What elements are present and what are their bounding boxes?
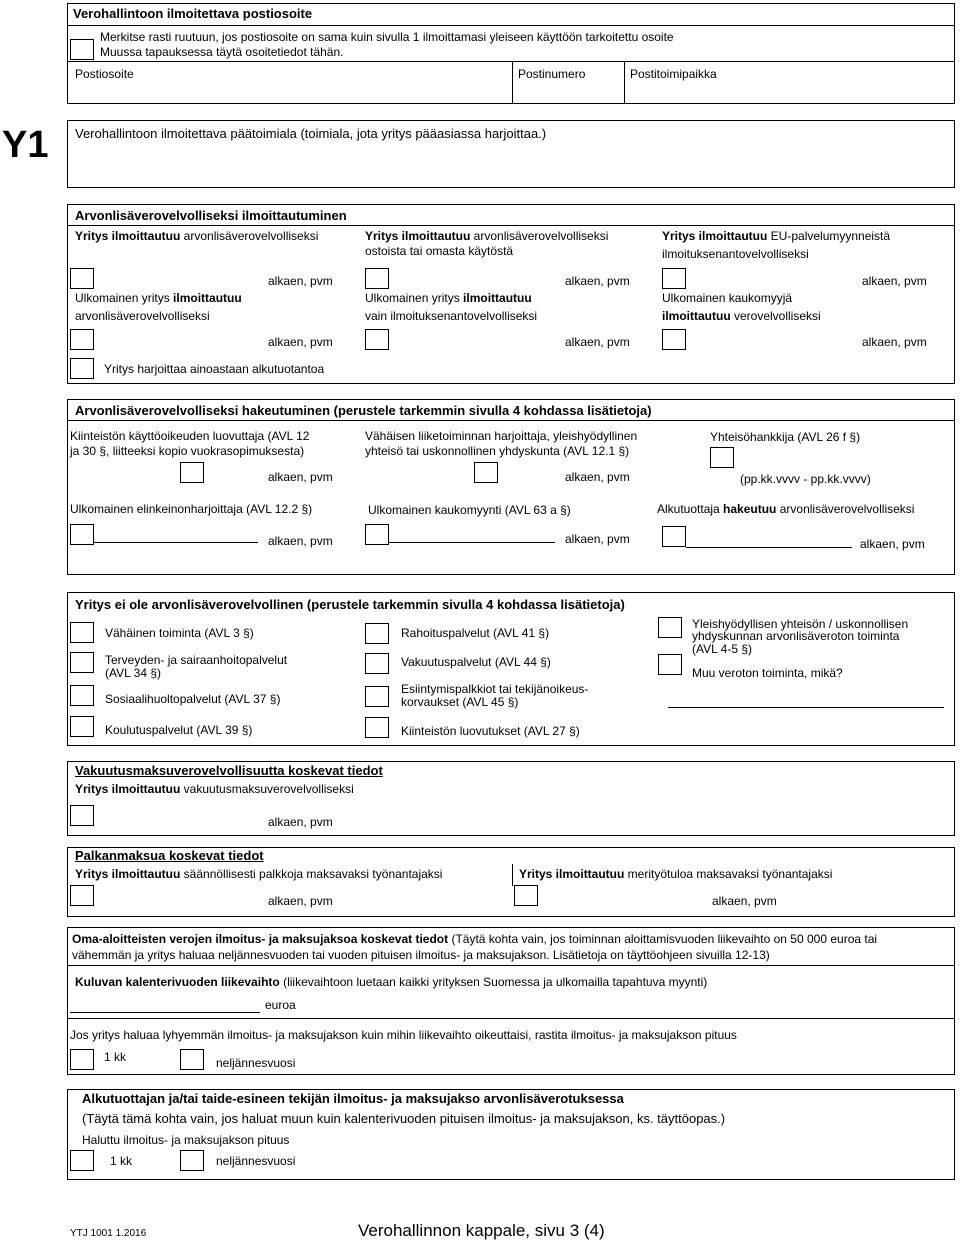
text: (liikevaihtoon luetaan kaikki yrityksen Suomessa ja ulkomailla tapahtuva myynti): [279, 975, 708, 989]
divider: [512, 61, 513, 104]
date-line[interactable]: [389, 542, 555, 543]
education-services-checkbox[interactable]: [70, 716, 94, 737]
postal-address-input[interactable]: [70, 82, 510, 102]
text: Alkutuottaja: [657, 502, 724, 516]
producer-period-description: (Täytä tämä kohta vain, jos haluat muun kuin kalenterivuoden pituisen ilmoitus- ja maksujakson, ks. täyttöopas.): [82, 1111, 726, 1126]
vat-registration-title: Arvonlisäverovelvolliseksi ilmoittautuminen: [75, 208, 347, 223]
post-office-input[interactable]: [626, 82, 952, 102]
start-date-label: alkaen, pvm: [712, 894, 777, 908]
other-exempt-input[interactable]: [668, 707, 944, 708]
other-exempt-checkbox[interactable]: [658, 654, 682, 675]
same-address-checkbox[interactable]: [70, 39, 94, 60]
turnover-input[interactable]: [70, 1012, 260, 1013]
health-services-checkbox[interactable]: [70, 652, 94, 673]
property-lessor-label: Kiinteistön käyttöoikeuden luovuttaja (AVL 12: [70, 429, 310, 443]
bold-text: ilmoittautuu: [662, 309, 731, 323]
divider: [67, 61, 955, 62]
education-services-label: Koulutuspalvelut (AVL 39 §): [105, 723, 253, 737]
insurance-services-label: Vakuutuspalvelut (AVL 44 §): [401, 655, 551, 669]
performance-fees-label: Esiintymispalkkiot tai tekijänoikeus-: [401, 682, 589, 696]
foreign-vat-checkbox[interactable]: [70, 329, 94, 350]
producer-quarter-label: neljännesvuosi: [216, 1154, 296, 1168]
foreign-reporting-checkbox[interactable]: [365, 329, 389, 350]
property-lessor-checkbox[interactable]: [180, 462, 204, 483]
text: vakuutusmaksuverovelvolliseksi: [180, 782, 354, 796]
minor-business-label: Vähäisen liiketoiminnan harjoittaja, yleishyödyllinen: [365, 429, 638, 443]
foreign-reporting-label: [365, 291, 532, 305]
vat-registration-col2-subtitle: ostoista tai omasta käytöstä: [365, 244, 514, 258]
turnover-label: [75, 975, 707, 989]
non-profit-checkbox[interactable]: [658, 617, 682, 638]
shorter-period-label: Jos yritys haluaa lyhyemmän ilmoitus- ja maksujakson kuin mihin liikevaihto oikeuttaisi, rastita ilmoitus- ja maksujakson pituus: [70, 1028, 737, 1042]
non-profit-label-3: (AVL 4-5 §): [692, 642, 753, 656]
text: säännöllisesti palkkoja maksavaksi työnantajaksi: [180, 867, 443, 881]
minor-activity-label: Vähäinen toiminta (AVL 3 §): [105, 626, 254, 640]
text: EU-palvelumyynneistä: [767, 229, 891, 243]
period-1-month-checkbox[interactable]: [70, 1049, 94, 1070]
community-acquirer-checkbox[interactable]: [710, 447, 734, 468]
section-code-label: Y1: [2, 124, 49, 166]
insurance-services-checkbox[interactable]: [365, 653, 389, 674]
insurance-tax-title: Vakuutusmaksuverovelvollisuutta koskevat tiedot: [75, 763, 383, 778]
health-services-label-2: (AVL 34 §): [105, 666, 162, 680]
vat-registration-col2-title: [365, 229, 608, 243]
start-date-label: alkaen, pvm: [565, 335, 630, 349]
vat-purchases-checkbox[interactable]: [365, 268, 389, 289]
reporting-period-title: [72, 932, 877, 946]
postal-code-label: Postinumero: [518, 67, 586, 81]
voluntary-vat-title: Arvonlisäverovelvolliseksi hakeutuminen (perustele tarkemmin sivulla 4 kohdassa lisätietoja): [75, 403, 652, 418]
foreign-reporting-label-2: vain ilmoituksenantovelvolliseksi: [365, 309, 538, 323]
period-quarter-label: neljännesvuosi: [216, 1056, 296, 1070]
financial-services-checkbox[interactable]: [365, 623, 389, 644]
producer-period-title: Alkutuottajan ja/tai taide-esineen tekijän ilmoitus- ja maksujakso arvonlisäverotuksessa: [82, 1091, 624, 1106]
start-date-label: alkaen, pvm: [268, 894, 333, 908]
postal-address-title: Verohallintoon ilmoitettava postiosoite: [73, 6, 313, 21]
divider: [67, 1018, 955, 1019]
start-date-label: alkaen, pvm: [565, 532, 630, 546]
vat-registration-col1-title: [75, 229, 318, 243]
producer-quarter-checkbox[interactable]: [180, 1150, 204, 1171]
text: Ulkomainen yritys: [75, 291, 174, 305]
social-services-checkbox[interactable]: [70, 685, 94, 706]
form-code: YTJ 1001 1.2016: [70, 1228, 147, 1239]
property-lessor-label-2: ja 30 §, liitteeksi kopio vuokrasopimuksesta): [70, 444, 305, 458]
performance-fees-label-2: korvaukset (AVL 45 §): [401, 695, 519, 709]
primary-producer-applies-label: [657, 502, 914, 516]
bold-text: Yritys ilmoittautuu: [75, 229, 181, 243]
start-date-label: alkaen, pvm: [268, 274, 333, 288]
main-industry-title: Verohallintoon ilmoitettava päätoimiala (toimiala, jota yritys pääasiassa harjoittaa.): [75, 126, 547, 141]
primary-production-label: Yritys harjoittaa ainoastaan alkutuotantoa: [104, 362, 325, 376]
start-date-label: alkaen, pvm: [565, 274, 630, 288]
divider: [512, 864, 513, 886]
property-transfers-checkbox[interactable]: [365, 717, 389, 738]
seafarer-employer-label: [519, 867, 832, 881]
financial-services-label: Rahoituspalvelut (AVL 41 §): [401, 626, 550, 640]
text: merityötuloa maksavaksi työnantajaksi: [624, 867, 833, 881]
foreign-trader-label: Ulkomainen elinkeinonharjoittaja (AVL 12.2 §): [70, 502, 313, 516]
start-date-label: alkaen, pvm: [268, 470, 333, 484]
start-date-label: alkaen, pvm: [268, 534, 333, 548]
reporting-period-description: vähemmän ja yritys haluaa neljännesvuoden tai vuoden pituisen ilmoitus- ja maksujakson. Lisätietoja on täyttöohjeen sivuilla 12-13): [72, 948, 770, 962]
bold-text: Yritys ilmoittautuu: [662, 229, 768, 243]
foreign-distance-sales-checkbox[interactable]: [365, 524, 389, 545]
date-line[interactable]: [70, 542, 258, 543]
bold-text: ilmoittautuu: [173, 291, 242, 305]
seafarer-employer-checkbox[interactable]: [514, 885, 538, 906]
minor-business-label-2: yhteisö tai uskonnollinen yhdyskunta (AVL 12.1 §): [365, 444, 630, 458]
health-services-label: Terveyden- ja sairaanhoitopalvelut: [105, 653, 288, 667]
text: Ulkomainen yritys: [365, 291, 464, 305]
acquisition-period-label: (pp.kk.vvvv - pp.kk.vvvv): [740, 472, 871, 486]
producer-1-month-checkbox[interactable]: [70, 1150, 94, 1171]
same-address-text: Merkitse rasti ruutuun, jos postiosoite on sama kuin sivulla 1 ilmoittamasi yleiseen käyttöön tarkoitettu osoite: [100, 30, 674, 44]
bold-text: Kuluvan kalenterivuoden liikevaihto: [75, 975, 280, 989]
foreign-vat-label: [75, 291, 242, 305]
start-date-label: alkaen, pvm: [268, 815, 333, 829]
postal-address-label: Postiosoite: [75, 67, 134, 81]
producer-period-length-label: Haluttu ilmoitus- ja maksujakson pituus: [82, 1133, 290, 1147]
non-profit-label-2: yhdyskunnan arvonlisäveroton toiminta: [692, 629, 900, 643]
bold-text: Oma-aloitteisten verojen ilmoitus- ja maksujaksoa koskevat tiedot: [72, 932, 449, 946]
text: verovelvolliseksi: [730, 309, 821, 323]
distance-seller-checkbox[interactable]: [662, 329, 686, 350]
minor-business-checkbox[interactable]: [474, 462, 498, 483]
performance-fees-checkbox[interactable]: [365, 686, 389, 707]
vat-registration-col3-title: [662, 229, 890, 243]
producer-1-month-label: 1 kk: [110, 1154, 133, 1168]
text: arvonlisäverovelvolliseksi: [470, 229, 609, 243]
divider: [67, 420, 955, 421]
start-date-label: alkaen, pvm: [268, 335, 333, 349]
distance-seller-label-2: [662, 309, 821, 323]
start-date-label: alkaen, pvm: [862, 335, 927, 349]
post-office-label: Postitoimipaikka: [630, 67, 717, 81]
postal-code-input[interactable]: [514, 82, 622, 102]
bold-text: Yritys ilmoittautuu: [519, 867, 625, 881]
bold-text: hakeutuu: [723, 502, 777, 516]
insurance-tax-checkbox[interactable]: [70, 805, 94, 826]
same-address-instruction: Muussa tapauksessa täytä osoitetiedot tähän.: [100, 45, 344, 59]
non-profit-label: Yleishyödyllisen yhteisön / uskonnollisen: [692, 617, 909, 631]
community-acquirer-label: Yhteisöhankkija (AVL 26 f §): [710, 430, 861, 444]
period-quarter-checkbox[interactable]: [180, 1049, 204, 1070]
regular-employer-label: [75, 867, 442, 881]
bold-text: Yritys ilmoittautuu: [75, 867, 181, 881]
distance-seller-label: Ulkomainen kaukomyyjä: [662, 291, 793, 305]
bold-text: Yritys ilmoittautuu: [75, 782, 181, 796]
minor-activity-checkbox[interactable]: [70, 622, 94, 643]
foreign-trader-checkbox[interactable]: [70, 524, 94, 545]
start-date-label: alkaen, pvm: [565, 470, 630, 484]
text: (Täytä kohta vain, jos toiminnan aloittamisvuoden liikevaihto on 50 000 euroa tai: [448, 932, 878, 946]
start-date-label: alkaen, pvm: [860, 537, 925, 551]
voluntary-vat-section: [67, 399, 955, 575]
payroll-title: Palkanmaksua koskevat tiedot: [75, 848, 264, 863]
insurance-tax-label: [75, 782, 354, 796]
other-exempt-label: Muu veroton toiminta, mikä?: [692, 666, 843, 680]
start-date-label: alkaen, pvm: [862, 274, 927, 288]
divider: [67, 225, 955, 226]
text: arvonlisäverovelvolliseksi: [776, 502, 915, 516]
bold-text: ilmoittautuu: [463, 291, 532, 305]
foreign-distance-sales-label: Ulkomainen kaukomyynti (AVL 63 a §): [368, 503, 571, 517]
eu-services-checkbox[interactable]: [662, 268, 686, 289]
vat-registration-col3-subtitle: ilmoituksenantovelvolliseksi: [662, 247, 809, 261]
divider: [67, 25, 955, 26]
bold-text: Yritys ilmoittautuu: [365, 229, 471, 243]
property-transfers-label: Kiinteistön luovutukset (AVL 27 §): [401, 724, 580, 738]
date-line[interactable]: [686, 547, 852, 548]
vat-exempt-title: Yritys ei ole arvonlisäverovelvollinen (perustele tarkemmin sivulla 4 kohdassa lisätietoja): [75, 597, 625, 612]
foreign-vat-label-2: arvonlisäverovelvolliseksi: [75, 309, 210, 323]
divider: [624, 61, 625, 104]
social-services-label: Sosiaalihuoltopalvelut (AVL 37 §): [105, 692, 281, 706]
primary-production-checkbox[interactable]: [70, 358, 94, 379]
main-industry-input[interactable]: [72, 146, 950, 184]
period-1-month-label: 1 kk: [104, 1050, 127, 1064]
regular-employer-checkbox[interactable]: [70, 885, 94, 906]
copy-page-label: Verohallinnon kappale, sivu 3 (4): [358, 1221, 605, 1240]
divider: [67, 965, 955, 966]
text: arvonlisäverovelvolliseksi: [180, 229, 319, 243]
vat-register-checkbox[interactable]: [70, 268, 94, 289]
currency-label: euroa: [265, 998, 296, 1012]
primary-producer-applies-checkbox[interactable]: [662, 526, 686, 547]
